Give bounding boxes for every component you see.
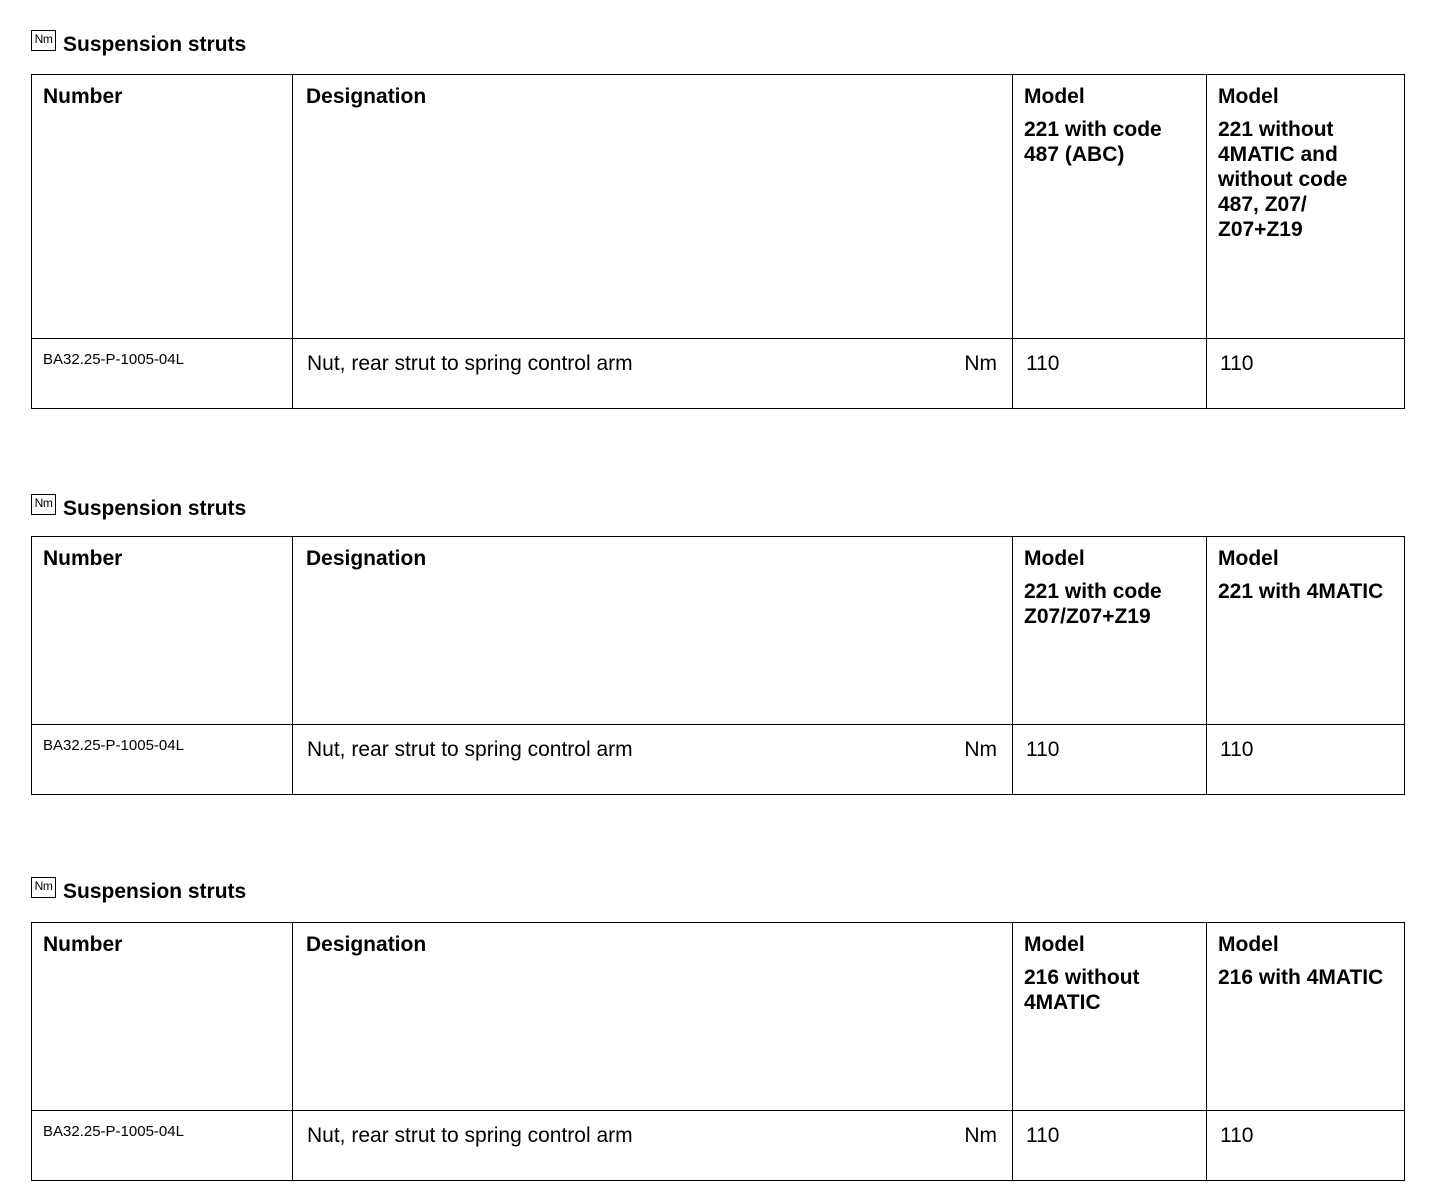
section-title-text: Suspension struts: [63, 33, 247, 56]
section-title: [31, 874, 246, 904]
unit-label: Nm: [964, 352, 997, 375]
row-value-model-a: 110: [1013, 725, 1207, 795]
header-model-a: Model 221 with code 487 (ABC): [1013, 75, 1207, 339]
header-number: Number: [32, 923, 293, 1111]
header-model-b: Model 221 with 4MATIC: [1207, 537, 1405, 725]
model-b-variant: 221 without 4MATIC and without code 487, Z07/ Z07+Z19: [1218, 118, 1348, 241]
header-model-a: Model 221 with code Z07/Z07+Z19: [1013, 537, 1207, 725]
torque-nm-icon: Nm: [31, 494, 56, 515]
section-title-text: Suspension struts: [63, 880, 247, 903]
header-designation: Designation: [293, 75, 1013, 339]
row-value-model-b: 110: [1207, 339, 1405, 409]
table-header-row: [32, 75, 1405, 339]
table-row: [32, 1111, 1405, 1181]
table-row: [32, 339, 1405, 409]
section-title-text: Suspension struts: [63, 497, 247, 520]
header-designation: Designation: [293, 923, 1013, 1111]
model-a-variant: 221 with code Z07/Z07+Z19: [1024, 580, 1162, 628]
torque-table: [31, 536, 1405, 795]
section-title: [31, 27, 246, 57]
table-header-row: [32, 923, 1405, 1111]
torque-nm-icon: Nm: [31, 30, 56, 51]
row-value-model-a: 110: [1013, 1111, 1207, 1181]
header-model-b: Model 216 with 4MATIC: [1207, 923, 1405, 1111]
row-value-model-b: 110: [1207, 1111, 1405, 1181]
header-number: Number: [32, 75, 293, 339]
model-a-variant: 221 with code 487 (ABC): [1024, 118, 1162, 166]
row-value-model-a: 110: [1013, 339, 1207, 409]
section-title: [31, 491, 246, 521]
row-value-model-b: 110: [1207, 725, 1405, 795]
torque-table: [31, 74, 1405, 409]
designation-text: Nut, rear strut to spring control arm: [307, 352, 633, 375]
table-header-row: [32, 537, 1405, 725]
header-number: Number: [32, 537, 293, 725]
designation-text: Nut, rear strut to spring control arm: [307, 738, 633, 761]
model-b-variant: 216 with 4MATIC: [1218, 966, 1384, 989]
row-designation: [293, 339, 1013, 409]
row-designation: [293, 725, 1013, 795]
torque-nm-icon: Nm: [31, 877, 56, 898]
torque-table: [31, 922, 1405, 1181]
unit-label: Nm: [964, 738, 997, 761]
header-model-b: Model 221 without 4MATIC and without code 487, Z07/ Z07+Z19: [1207, 75, 1405, 339]
header-designation: Designation: [293, 537, 1013, 725]
row-designation: [293, 1111, 1013, 1181]
designation-text: Nut, rear strut to spring control arm: [307, 1124, 633, 1147]
model-a-variant: 216 without 4MATIC: [1024, 966, 1140, 1014]
header-model-a: Model 216 without 4MATIC: [1013, 923, 1207, 1111]
table-row: [32, 725, 1405, 795]
unit-label: Nm: [964, 1124, 997, 1147]
row-number: BA32.25-P-1005-04L: [32, 725, 293, 795]
row-number: BA32.25-P-1005-04L: [32, 339, 293, 409]
model-b-variant: 221 with 4MATIC: [1218, 580, 1384, 603]
row-number: BA32.25-P-1005-04L: [32, 1111, 293, 1181]
